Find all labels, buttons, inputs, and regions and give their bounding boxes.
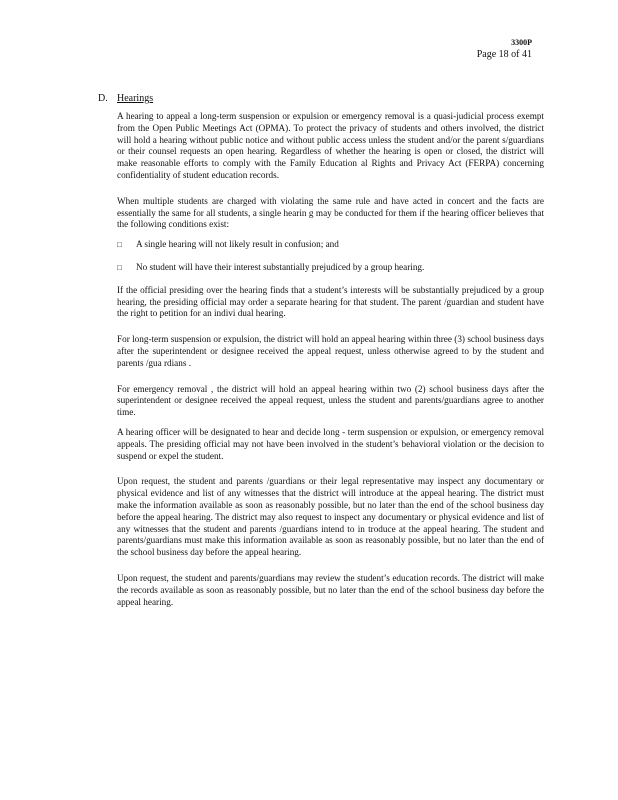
paragraph-evidence-inspection: Upon request, the student and parents /guardians or their legal representative may inspect any documentary or physical evidence and list of any witnesses that the district will introduce at the appeal hearing. The district must make the information available as soon as reasonably possible, but no later than the end of the school business day before the appeal hearing. The district may also request to inspect any documentary or physical evidence and list of any witnesses that the student and parents /guardians intend to in troduce at the appeal hearing. The student and parents/guardians must make this information available as soon as reasonably possible, but no later than the end of the school business day before the appeal hearing.: [117, 476, 544, 558]
paragraph-separate-hearing: If the official presiding over the hearing finds that a student’s interests will be substantially prejudiced by a group hearing, the presiding official may order a separate hearing for that student. The parent /guardian and student have the right to petition for an indivi dual hearing.: [117, 284, 544, 319]
list-item: [117, 262, 544, 274]
paragraph-emergency-timeline: For emergency removal , the district will hold an appeal hearing within two (2) school business days after the superintendent or designee received the appeal request, unless the student and parents/guardians agree to another time.: [117, 383, 544, 418]
section-title: Hearings: [117, 93, 154, 104]
list-item: [117, 239, 544, 251]
paragraph-hearing-officer: A hearing officer will be designated to hear and decide long - term suspension or expulsion, or emergency removal appeals. The presiding official may not have been involved in the student’s behavioral violation or the decision to suspend or expel the student.: [117, 426, 544, 461]
list-item-text: A single hearing will not likely result in confusion; and: [136, 239, 339, 250]
checkbox-bullet-icon: □: [117, 240, 122, 250]
paragraph-records-review: Upon request, the student and parents/guardians may review the student’s education records. The district will make the records available as soon as reasonably possible, but no later than the end of the school business day before the appeal hearing.: [117, 572, 544, 607]
section-body: [117, 111, 544, 622]
policy-code: 3300P: [511, 38, 532, 47]
checkbox-bullet-icon: □: [117, 262, 122, 272]
paragraph-long-term-timeline: For long-term suspension or expulsion, the district will hold an appeal hearing within three (3) school business days after the superintendent or designee received the appeal request, unless otherwise agreed to by the student and parents /gua rdians .: [117, 334, 544, 368]
page-header: [477, 38, 532, 61]
list-item-text: No student will have their interest substantially prejudiced by a group hearing.: [136, 261, 425, 272]
paragraph-hearing-process: A hearing to appeal a long-term suspension or expulsion or emergency removal is a quasi-judicial process exempt from the Open Public Meetings Act (OPMA). To protect the privacy of students and others involved, the district will hold a hearing without public notice and without public access unless the student and/or the parent s/guardians or their counsel requests an open hearing. Regardless of whether the hearing is open or closed, the district will make reasonable efforts to comply with the Family Education al Rights and Privacy Act (FERPA) concerning confidentiality of student education records.: [117, 111, 544, 180]
paragraph-multiple-students: When multiple students are charged with violating the same rule and have acted in concert and the facts are essentially the same for all students, a single hearin g may be conducted for them if the hearing officer believes that the following conditions exist:: [117, 195, 544, 230]
conditions-list: [117, 239, 544, 274]
section-letter: D.: [98, 93, 108, 104]
page-number: Page 18 of 41: [476, 49, 532, 60]
section-heading: [98, 92, 153, 105]
